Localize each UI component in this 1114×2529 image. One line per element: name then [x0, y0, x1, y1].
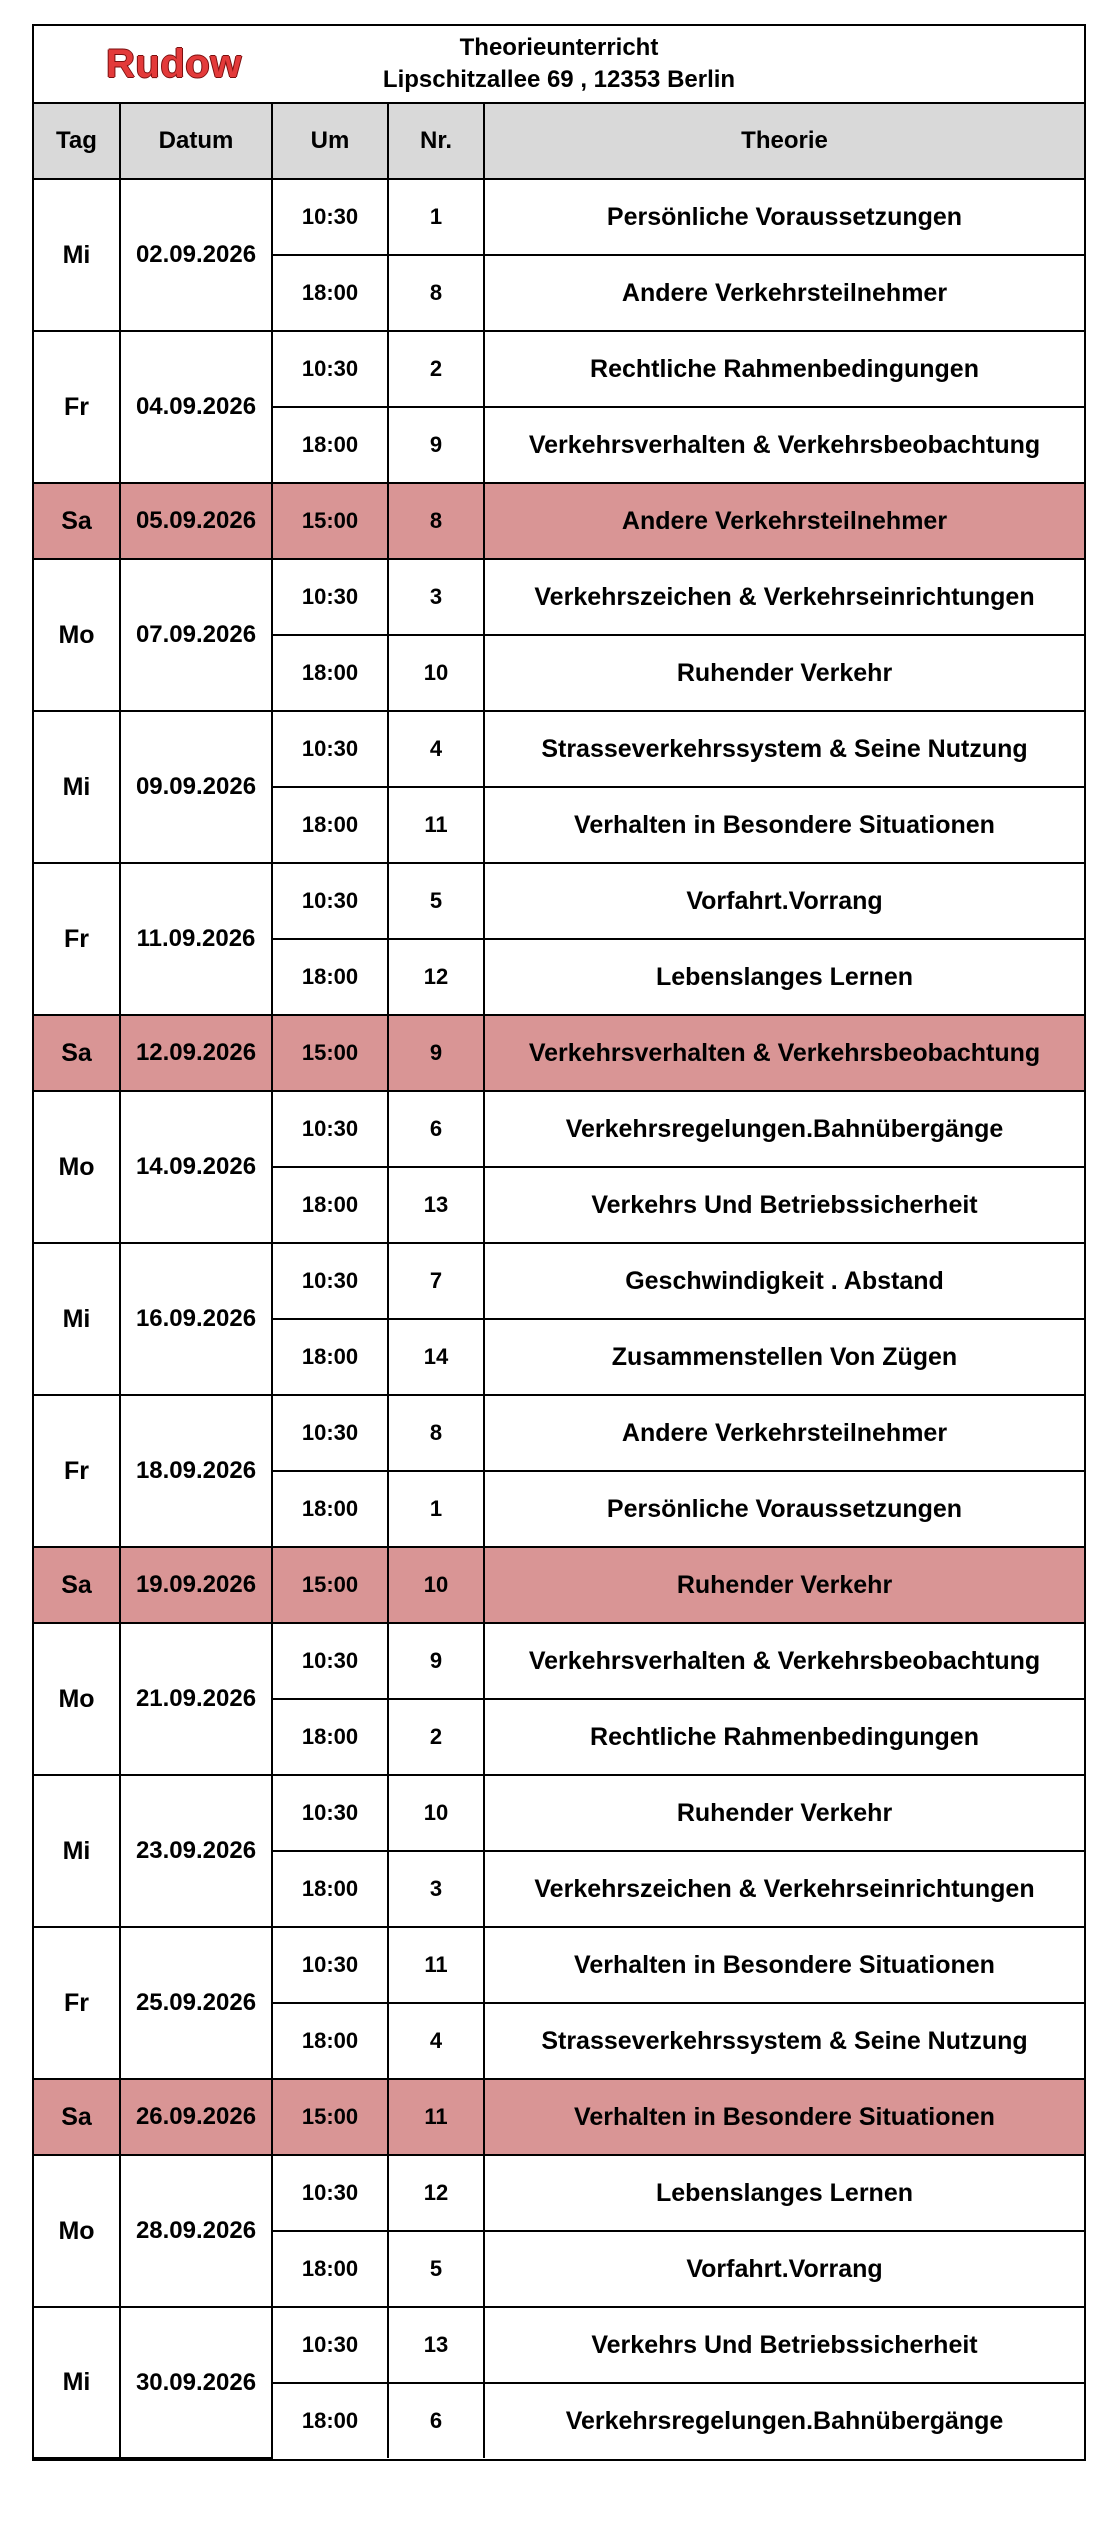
lesson-number-cell: 1	[388, 1471, 484, 1547]
lesson-number-cell: 9	[388, 1015, 484, 1091]
day-cell: Mi	[34, 179, 120, 331]
lesson-number-cell: 12	[388, 939, 484, 1015]
lesson-number-cell: 10	[388, 1775, 484, 1851]
topic-cell: Verkehrs Und Betriebssicherheit	[484, 1167, 1084, 1243]
col-header-tag: Tag	[34, 104, 120, 179]
date-cell: 04.09.2026	[120, 331, 272, 483]
day-cell: Mo	[34, 2155, 120, 2307]
date-cell: 12.09.2026	[120, 1015, 272, 1091]
time-cell: 18:00	[272, 2003, 388, 2079]
lesson-number-cell: 10	[388, 1547, 484, 1623]
time-cell: 10:30	[272, 179, 388, 255]
col-header-nr: Nr.	[388, 104, 484, 179]
time-cell: 15:00	[272, 1547, 388, 1623]
topic-cell: Verkehrszeichen & Verkehrseinrichtungen	[484, 1851, 1084, 1927]
title-lines	[34, 32, 1084, 96]
address: Lipschitzallee 69 , 12353 Berlin	[382, 66, 736, 93]
topic-cell: Andere Verkehrsteilnehmer	[484, 255, 1084, 331]
day-cell: Mi	[34, 1775, 120, 1927]
date-cell: 19.09.2026	[120, 1547, 272, 1623]
saturday-row	[34, 1015, 1084, 1091]
time-cell: 18:00	[272, 407, 388, 483]
time-cell: 10:30	[272, 1775, 388, 1851]
lesson-number-cell: 11	[388, 1927, 484, 2003]
topic-cell: Strasseverkehrssystem & Seine Nutzung	[484, 711, 1084, 787]
lesson-number-cell: 1	[388, 179, 484, 255]
time-cell: 10:30	[272, 2307, 388, 2383]
title-block	[34, 26, 1084, 104]
lesson-number-cell: 6	[388, 1091, 484, 1167]
topic-cell: Verkehrs Und Betriebssicherheit	[484, 2307, 1084, 2383]
topic-cell: Verkehrsregelungen.Bahnübergänge	[484, 2383, 1084, 2458]
lesson-number-cell: 11	[388, 2079, 484, 2155]
table-row	[34, 1395, 1084, 1471]
date-cell: 18.09.2026	[120, 1395, 272, 1547]
date-cell: 21.09.2026	[120, 1623, 272, 1775]
date-cell: 26.09.2026	[120, 2079, 272, 2155]
col-header-theorie: Theorie	[484, 104, 1084, 179]
topic-cell: Zusammenstellen Von Zügen	[484, 1319, 1084, 1395]
time-cell: 18:00	[272, 635, 388, 711]
table-row	[34, 179, 1084, 255]
topic-cell: Ruhender Verkehr	[484, 1775, 1084, 1851]
schedule-body	[34, 179, 1084, 2458]
page-title: Theorieunterricht	[459, 34, 659, 61]
lesson-number-cell: 3	[388, 559, 484, 635]
lesson-number-cell: 2	[388, 331, 484, 407]
lesson-number-cell: 10	[388, 635, 484, 711]
lesson-number-cell: 13	[388, 2307, 484, 2383]
time-cell: 18:00	[272, 939, 388, 1015]
topic-cell: Rechtliche Rahmenbedingungen	[484, 1699, 1084, 1775]
time-cell: 10:30	[272, 1623, 388, 1699]
topic-cell: Verhalten in Besondere Situationen	[484, 2079, 1084, 2155]
day-cell: Sa	[34, 483, 120, 559]
topic-cell: Verhalten in Besondere Situationen	[484, 1927, 1084, 2003]
lesson-number-cell: 4	[388, 711, 484, 787]
topic-cell: Ruhender Verkehr	[484, 1547, 1084, 1623]
topic-cell: Andere Verkehrsteilnehmer	[484, 483, 1084, 559]
time-cell: 18:00	[272, 2383, 388, 2458]
table-row	[34, 1927, 1084, 2003]
topic-cell: Verkehrsverhalten & Verkehrsbeobachtung	[484, 407, 1084, 483]
day-cell: Sa	[34, 2079, 120, 2155]
date-cell: 30.09.2026	[120, 2307, 272, 2458]
table-row	[34, 1243, 1084, 1319]
time-cell: 18:00	[272, 1471, 388, 1547]
time-cell: 10:30	[272, 1927, 388, 2003]
table-row	[34, 1091, 1084, 1167]
topic-cell: Verkehrsverhalten & Verkehrsbeobachtung	[484, 1623, 1084, 1699]
lesson-number-cell: 7	[388, 1243, 484, 1319]
time-cell: 18:00	[272, 255, 388, 331]
topic-cell: Vorfahrt.Vorrang	[484, 2231, 1084, 2307]
day-cell: Mo	[34, 1091, 120, 1243]
topic-cell: Rechtliche Rahmenbedingungen	[484, 331, 1084, 407]
topic-cell: Verkehrszeichen & Verkehrseinrichtungen	[484, 559, 1084, 635]
time-cell: 10:30	[272, 331, 388, 407]
day-cell: Fr	[34, 863, 120, 1015]
time-cell: 15:00	[272, 2079, 388, 2155]
date-cell: 11.09.2026	[120, 863, 272, 1015]
lesson-number-cell: 11	[388, 787, 484, 863]
lesson-number-cell: 3	[388, 1851, 484, 1927]
time-cell: 15:00	[272, 1015, 388, 1091]
day-cell: Mi	[34, 1243, 120, 1395]
topic-cell: Lebenslanges Lernen	[484, 2155, 1084, 2231]
date-cell: 14.09.2026	[120, 1091, 272, 1243]
time-cell: 18:00	[272, 787, 388, 863]
table-header-row	[34, 104, 1084, 179]
day-cell: Sa	[34, 1547, 120, 1623]
topic-cell: Verhalten in Besondere Situationen	[484, 787, 1084, 863]
date-cell: 23.09.2026	[120, 1775, 272, 1927]
date-cell: 09.09.2026	[120, 711, 272, 863]
time-cell: 18:00	[272, 1167, 388, 1243]
time-cell: 10:30	[272, 2155, 388, 2231]
topic-cell: Verkehrsregelungen.Bahnübergänge	[484, 1091, 1084, 1167]
time-cell: 18:00	[272, 2231, 388, 2307]
lesson-number-cell: 5	[388, 2231, 484, 2307]
table-row	[34, 1623, 1084, 1699]
date-cell: 05.09.2026	[120, 483, 272, 559]
table-row	[34, 711, 1084, 787]
lesson-number-cell: 5	[388, 863, 484, 939]
lesson-number-cell: 8	[388, 255, 484, 331]
topic-cell: Andere Verkehrsteilnehmer	[484, 1395, 1084, 1471]
topic-cell: Verkehrsverhalten & Verkehrsbeobachtung	[484, 1015, 1084, 1091]
date-cell: 25.09.2026	[120, 1927, 272, 2079]
table-row	[34, 331, 1084, 407]
lesson-number-cell: 14	[388, 1319, 484, 1395]
topic-cell: Persönliche Voraussetzungen	[484, 179, 1084, 255]
schedule-sheet	[32, 24, 1086, 2461]
day-cell: Sa	[34, 1015, 120, 1091]
table-row	[34, 2307, 1084, 2383]
time-cell: 10:30	[272, 559, 388, 635]
topic-cell: Persönliche Voraussetzungen	[484, 1471, 1084, 1547]
lesson-number-cell: 12	[388, 2155, 484, 2231]
saturday-row	[34, 483, 1084, 559]
date-cell: 07.09.2026	[120, 559, 272, 711]
day-cell: Fr	[34, 331, 120, 483]
time-cell: 10:30	[272, 711, 388, 787]
date-cell: 02.09.2026	[120, 179, 272, 331]
day-cell: Fr	[34, 1927, 120, 2079]
time-cell: 15:00	[272, 483, 388, 559]
topic-cell: Ruhender Verkehr	[484, 635, 1084, 711]
col-header-datum: Datum	[120, 104, 272, 179]
saturday-row	[34, 2079, 1084, 2155]
topic-cell: Strasseverkehrssystem & Seine Nutzung	[484, 2003, 1084, 2079]
col-header-um: Um	[272, 104, 388, 179]
lesson-number-cell: 8	[388, 1395, 484, 1471]
topic-cell: Lebenslanges Lernen	[484, 939, 1084, 1015]
topic-cell: Geschwindigkeit . Abstand	[484, 1243, 1084, 1319]
saturday-row	[34, 1547, 1084, 1623]
lesson-number-cell: 13	[388, 1167, 484, 1243]
day-cell: Mi	[34, 2307, 120, 2458]
table-row	[34, 1775, 1084, 1851]
lesson-number-cell: 9	[388, 1623, 484, 1699]
lesson-number-cell: 6	[388, 2383, 484, 2458]
time-cell: 10:30	[272, 863, 388, 939]
time-cell: 18:00	[272, 1319, 388, 1395]
lesson-number-cell: 2	[388, 1699, 484, 1775]
lesson-number-cell: 8	[388, 483, 484, 559]
time-cell: 10:30	[272, 1243, 388, 1319]
time-cell: 18:00	[272, 1699, 388, 1775]
day-cell: Fr	[34, 1395, 120, 1547]
time-cell: 10:30	[272, 1395, 388, 1471]
lesson-number-cell: 9	[388, 407, 484, 483]
schedule-table	[34, 104, 1084, 2459]
table-row	[34, 863, 1084, 939]
rudow-logo: Rudow	[106, 42, 242, 86]
date-cell: 28.09.2026	[120, 2155, 272, 2307]
lesson-number-cell: 4	[388, 2003, 484, 2079]
topic-cell: Vorfahrt.Vorrang	[484, 863, 1084, 939]
time-cell: 18:00	[272, 1851, 388, 1927]
day-cell: Mo	[34, 1623, 120, 1775]
table-row	[34, 2155, 1084, 2231]
table-row	[34, 559, 1084, 635]
date-cell: 16.09.2026	[120, 1243, 272, 1395]
day-cell: Mo	[34, 559, 120, 711]
day-cell: Mi	[34, 711, 120, 863]
time-cell: 10:30	[272, 1091, 388, 1167]
